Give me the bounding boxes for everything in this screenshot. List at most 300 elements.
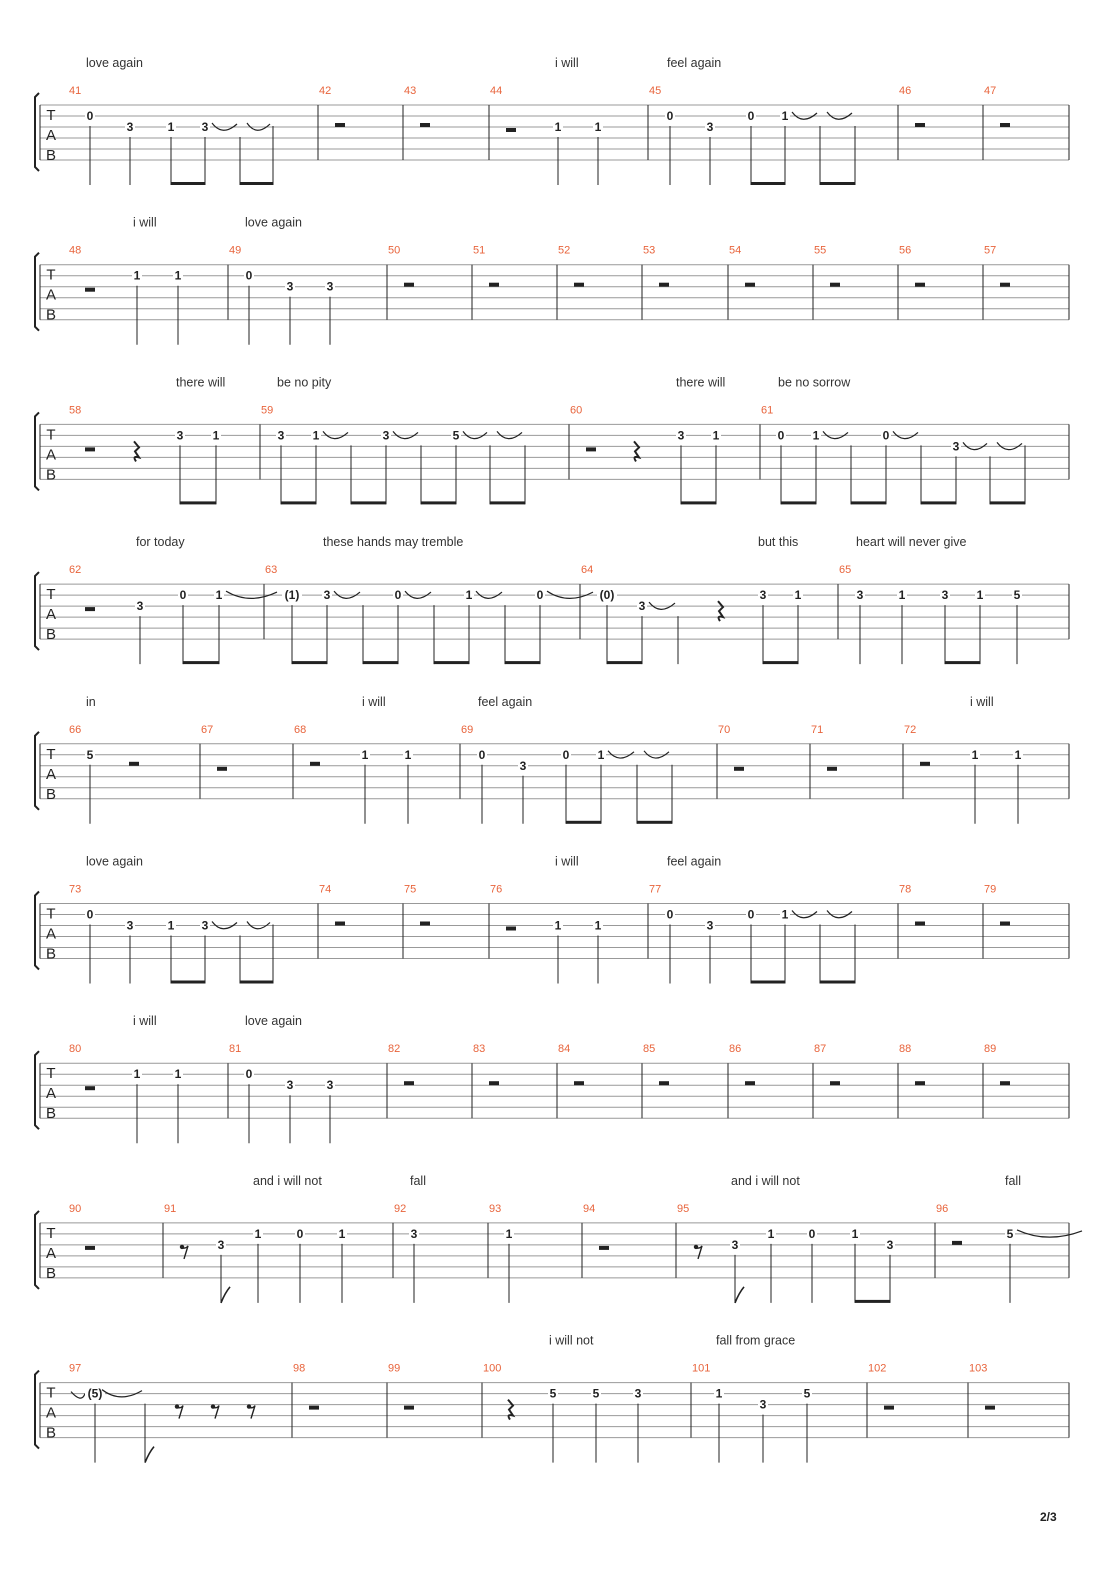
fret-number: 3 xyxy=(326,279,334,294)
measure xyxy=(586,424,760,504)
lyric: fall xyxy=(410,1173,426,1188)
system-bracket xyxy=(35,732,39,810)
fret-number: 0 xyxy=(245,268,253,283)
measure-number: 45 xyxy=(649,85,662,97)
fret-number: 1 xyxy=(1014,747,1022,762)
measure-number: 72 xyxy=(904,723,917,736)
fret-number: 3 xyxy=(277,428,285,443)
fret-number: 0 xyxy=(666,109,674,123)
fret-number: 1 xyxy=(594,918,602,933)
measure xyxy=(310,744,460,824)
measure xyxy=(915,265,983,320)
measure-number: 42 xyxy=(319,85,332,97)
measure xyxy=(404,265,472,320)
tab-system xyxy=(35,375,1069,504)
measure-number: 67 xyxy=(201,723,214,736)
beam xyxy=(945,661,980,664)
measure-number: 55 xyxy=(814,244,827,257)
tab-clef-letter: B xyxy=(45,945,57,963)
measure-number: 71 xyxy=(811,723,824,736)
fret-number: 0 xyxy=(666,907,674,922)
whole-rest xyxy=(85,1086,95,1090)
half-rest xyxy=(574,1081,584,1085)
system-bracket xyxy=(35,572,39,650)
beam xyxy=(171,981,205,984)
beam xyxy=(292,661,327,664)
fret-number: 3 xyxy=(126,918,134,933)
beam xyxy=(240,981,273,984)
fret-number: 1 xyxy=(898,588,906,603)
whole-rest xyxy=(85,607,95,611)
beam xyxy=(781,501,816,504)
beam xyxy=(566,821,601,824)
measure xyxy=(574,265,642,320)
lyric: feel again xyxy=(478,694,533,709)
fret-number: 1 xyxy=(212,428,220,443)
tab-clef-letter: T xyxy=(46,1065,56,1083)
fret-number: 3 xyxy=(286,1078,294,1093)
measure xyxy=(335,904,403,959)
measure xyxy=(659,1063,728,1118)
fret-number: 1 xyxy=(715,1386,723,1401)
lyric: feel again xyxy=(667,56,722,70)
measure xyxy=(404,1383,482,1438)
half-rest xyxy=(915,123,925,127)
half-rest xyxy=(915,922,925,926)
measure-number: 88 xyxy=(899,1043,912,1056)
measure-number: 95 xyxy=(677,1202,690,1215)
measure xyxy=(489,265,557,320)
lyric: i will xyxy=(970,694,994,709)
fret-number: 3 xyxy=(126,120,134,134)
lyric: be no pity xyxy=(277,375,332,390)
measure xyxy=(1000,904,1069,959)
whole-rest xyxy=(734,767,744,771)
measure xyxy=(830,265,898,320)
system-bracket xyxy=(35,93,39,171)
tab-clef-letter: A xyxy=(45,925,57,943)
measure-number: 61 xyxy=(761,404,774,417)
whole-rest xyxy=(586,447,596,451)
beam xyxy=(681,501,716,504)
fret-number: 3 xyxy=(323,588,331,603)
system-bracket xyxy=(35,1051,39,1129)
half-rest xyxy=(830,283,840,287)
fret-number: 1 xyxy=(971,747,979,762)
fret-number: 3 xyxy=(201,918,209,933)
measure-number: 50 xyxy=(388,244,401,257)
whole-rest xyxy=(85,288,95,292)
measure xyxy=(85,1223,163,1278)
half-rest xyxy=(1000,1081,1010,1085)
tab-clef-letter: T xyxy=(46,266,56,284)
fret-number: 5 xyxy=(452,428,460,443)
measure-number: 46 xyxy=(899,85,912,97)
measure-number: 82 xyxy=(388,1043,401,1056)
measure-number: 77 xyxy=(649,883,662,896)
half-rest xyxy=(404,283,414,287)
measure-number: 68 xyxy=(294,723,307,736)
measure xyxy=(244,265,387,345)
measure-number: 93 xyxy=(489,1202,502,1215)
fret-number: 1 xyxy=(404,747,412,762)
lyric: these hands may tremble xyxy=(323,535,464,550)
half-rest xyxy=(745,283,755,287)
fret-number: 3 xyxy=(519,758,527,773)
measure-number: 80 xyxy=(69,1043,82,1056)
measure-number: 75 xyxy=(404,883,417,896)
tab-clef-letter: A xyxy=(45,765,57,783)
whole-rest xyxy=(599,1246,609,1250)
measure xyxy=(506,105,648,185)
measure xyxy=(1000,1063,1069,1118)
fret-number: 0 xyxy=(747,907,755,922)
tab-clef-letter: B xyxy=(45,626,57,644)
measure-number: 74 xyxy=(319,883,332,896)
measure xyxy=(85,265,228,345)
measure-number: 97 xyxy=(69,1362,82,1375)
measure xyxy=(85,1063,228,1143)
fret-number: 1 xyxy=(976,588,984,603)
half-rest xyxy=(129,762,139,766)
fret-number: 0 xyxy=(777,428,785,443)
measure xyxy=(85,105,318,185)
fret-number: 1 xyxy=(167,918,175,933)
measure-number: 69 xyxy=(461,723,474,736)
measure xyxy=(855,584,1069,664)
fret-number: 1 xyxy=(767,1226,775,1241)
measure xyxy=(1000,105,1069,160)
fret-number: (5) xyxy=(87,1386,103,1401)
fret-number: 1 xyxy=(597,747,605,762)
tab-clef-letter: A xyxy=(45,127,57,144)
lyric: love again xyxy=(245,215,302,230)
tab-system xyxy=(35,535,1069,664)
lyric: there will xyxy=(176,375,226,390)
beam xyxy=(183,661,219,664)
fret-number: 1 xyxy=(594,120,602,134)
whole-rest xyxy=(506,128,516,132)
measure xyxy=(985,1383,1069,1438)
measure-number: 43 xyxy=(404,85,417,97)
lyric: i will xyxy=(133,1014,157,1029)
tab-system xyxy=(35,56,1069,185)
measure xyxy=(309,1383,387,1438)
measure-number: 70 xyxy=(718,723,731,736)
tab-clef-letter: B xyxy=(45,306,57,324)
measure-number: 47 xyxy=(984,85,997,97)
fret-number: 3 xyxy=(759,588,767,603)
tab-clef-letter: T xyxy=(46,1384,56,1402)
eighth-rest xyxy=(177,1406,183,1419)
fret-number: 0 xyxy=(394,588,402,603)
whole-rest xyxy=(85,1246,95,1250)
measure xyxy=(776,424,1069,504)
fret-number: 1 xyxy=(174,268,182,283)
measure xyxy=(920,744,1069,824)
measure-number: 101 xyxy=(692,1362,711,1375)
measure-number: 84 xyxy=(558,1043,571,1056)
system-bracket xyxy=(35,412,39,490)
fret-number: 1 xyxy=(465,588,473,603)
beam xyxy=(763,661,798,664)
lyric: but this xyxy=(758,535,799,550)
measure-number: 52 xyxy=(558,244,571,257)
page-number: 2/3 xyxy=(1040,1510,1057,1524)
measure-number: 85 xyxy=(643,1043,656,1056)
measure xyxy=(599,1223,676,1278)
measure xyxy=(1000,265,1069,320)
tab-clef-letter: A xyxy=(45,1085,57,1103)
fret-number: 0 xyxy=(86,109,94,123)
tab-clef-letter: B xyxy=(45,466,57,484)
lyric: love again xyxy=(86,854,143,869)
measure xyxy=(915,1063,983,1118)
tab-clef-letter: B xyxy=(45,1264,57,1282)
half-rest xyxy=(659,283,669,287)
half-rest xyxy=(574,283,584,287)
measure-number: 64 xyxy=(581,564,594,577)
fret-number: 3 xyxy=(286,279,294,294)
beam xyxy=(751,182,785,185)
half-rest xyxy=(420,922,430,926)
system-bracket xyxy=(35,1211,39,1289)
fret-number: 5 xyxy=(549,1386,557,1401)
lyric: heart will never give xyxy=(856,535,967,550)
beam xyxy=(363,661,398,664)
half-rest xyxy=(915,1081,925,1085)
beam xyxy=(351,501,386,504)
lyric: and i will not xyxy=(253,1173,322,1188)
fret-number: 1 xyxy=(167,120,175,134)
half-rest xyxy=(489,1081,499,1085)
tab-clef-letter: A xyxy=(45,606,57,624)
fret-number: 1 xyxy=(781,109,789,123)
beam xyxy=(990,501,1025,504)
lyric: feel again xyxy=(667,854,722,869)
tab-system xyxy=(35,1174,1082,1303)
measure-number: 65 xyxy=(839,564,852,577)
fret-number: 1 xyxy=(254,1226,262,1241)
measure-number: 53 xyxy=(643,244,656,257)
whole-rest xyxy=(85,447,95,451)
system-bracket xyxy=(35,1371,39,1449)
beam xyxy=(171,182,205,185)
half-rest xyxy=(952,1241,962,1245)
lyric: i will xyxy=(133,215,157,230)
fret-number: 3 xyxy=(410,1226,418,1241)
tab-system xyxy=(35,695,1069,824)
lyric: i will xyxy=(555,854,579,869)
beam xyxy=(751,981,785,984)
measure-number: 96 xyxy=(936,1202,949,1215)
measure-number: 99 xyxy=(388,1362,401,1375)
beam xyxy=(421,501,456,504)
measure-number: 49 xyxy=(229,244,242,257)
tab-clef-letter: T xyxy=(46,745,56,763)
fret-number: (1) xyxy=(284,588,300,603)
fret-number: 1 xyxy=(361,747,369,762)
whole-rest xyxy=(217,767,227,771)
lyric: fall xyxy=(1005,1173,1021,1188)
quarter-rest xyxy=(508,1400,513,1420)
fret-number: 3 xyxy=(706,120,714,134)
measure xyxy=(508,1383,691,1463)
fret-number: 1 xyxy=(215,588,223,603)
fret-number: 1 xyxy=(133,268,141,283)
beam xyxy=(240,182,273,185)
measure-number: 79 xyxy=(984,883,997,896)
beam xyxy=(637,821,672,824)
measure-number: 103 xyxy=(969,1362,988,1375)
measure xyxy=(71,1383,292,1463)
fret-number: 5 xyxy=(592,1386,600,1401)
measure-number: 78 xyxy=(899,883,912,896)
fret-number: 1 xyxy=(174,1067,182,1082)
measure xyxy=(85,424,260,504)
eighth-rest xyxy=(182,1246,188,1259)
tab-system xyxy=(35,855,1069,984)
fret-number: 1 xyxy=(781,907,789,922)
half-rest xyxy=(830,1081,840,1085)
fret-number: 1 xyxy=(554,918,562,933)
fret-number: 3 xyxy=(706,918,714,933)
measure-number: 51 xyxy=(473,244,486,257)
measure xyxy=(597,584,838,664)
measure xyxy=(952,1223,1082,1303)
beam xyxy=(820,981,855,984)
beam xyxy=(607,661,642,664)
tab-clef-letter: T xyxy=(46,107,56,124)
tab-system xyxy=(35,1014,1069,1143)
measure-number: 56 xyxy=(899,244,912,257)
fret-number: 1 xyxy=(794,588,802,603)
measure xyxy=(884,1383,968,1438)
measure-number: 76 xyxy=(490,883,503,896)
lyric: i will xyxy=(555,56,579,70)
lyric: in xyxy=(86,694,96,709)
tab-system xyxy=(35,216,1069,345)
fret-number: 3 xyxy=(201,120,209,134)
lyric: i will xyxy=(362,694,386,709)
measure xyxy=(915,904,983,959)
half-rest xyxy=(489,283,499,287)
tab-clef-letter: B xyxy=(45,147,57,164)
measure-number: 63 xyxy=(265,564,278,577)
fret-number: 3 xyxy=(634,1386,642,1401)
fret-number: 3 xyxy=(952,439,960,454)
fret-number: 1 xyxy=(554,120,562,134)
fret-number: 1 xyxy=(851,1226,859,1241)
measure xyxy=(180,1223,393,1303)
measure xyxy=(734,744,810,799)
measure-number: 59 xyxy=(261,404,274,417)
half-rest xyxy=(335,123,345,127)
quarter-rest xyxy=(634,441,639,461)
fret-number: 0 xyxy=(86,907,94,922)
tab-clef-letter: A xyxy=(45,286,57,304)
measure xyxy=(420,105,489,160)
half-rest xyxy=(404,1081,414,1085)
fret-number: 3 xyxy=(382,428,390,443)
measure xyxy=(714,1383,867,1463)
eighth-flag xyxy=(221,1287,230,1303)
measure-number: 54 xyxy=(729,244,742,257)
tab-clef-letter: A xyxy=(45,1404,57,1422)
measure xyxy=(574,1063,642,1118)
measure-number: 81 xyxy=(229,1043,242,1056)
measure-number: 98 xyxy=(293,1362,306,1375)
beam xyxy=(921,501,956,504)
fret-number: 5 xyxy=(86,747,94,762)
eighth-flag xyxy=(735,1287,744,1303)
fret-number: 3 xyxy=(217,1237,225,1252)
whole-rest xyxy=(827,767,837,771)
beam xyxy=(180,501,216,504)
measure-number: 83 xyxy=(473,1043,486,1056)
measure-number: 60 xyxy=(570,404,583,417)
measure xyxy=(420,904,489,959)
lyric: be no sorrow xyxy=(778,375,851,390)
fret-number: 5 xyxy=(803,1386,811,1401)
measure-number: 73 xyxy=(69,883,82,896)
fret-number: 1 xyxy=(312,428,320,443)
measure-number: 41 xyxy=(69,85,82,97)
whole-rest xyxy=(985,1406,995,1410)
half-rest xyxy=(335,922,345,926)
fret-number: 1 xyxy=(338,1226,346,1241)
fret-number: 3 xyxy=(176,428,184,443)
tab-clef-letter: A xyxy=(45,446,57,464)
half-rest xyxy=(1000,123,1010,127)
measure xyxy=(745,1063,813,1118)
fret-number: 1 xyxy=(812,428,820,443)
measure xyxy=(745,265,813,320)
measure xyxy=(244,1063,387,1143)
fret-number: 1 xyxy=(133,1067,141,1082)
measure xyxy=(830,1063,898,1118)
whole-rest xyxy=(404,1406,414,1410)
quarter-rest xyxy=(718,601,723,621)
measure xyxy=(659,265,728,320)
measure xyxy=(404,1063,472,1118)
fret-number: 3 xyxy=(886,1237,894,1252)
measure-number: 44 xyxy=(490,85,503,97)
measure xyxy=(85,904,318,984)
fret-number: 0 xyxy=(296,1226,304,1241)
fret-number: 3 xyxy=(136,599,144,614)
beam xyxy=(851,501,886,504)
beam xyxy=(490,501,525,504)
measure-number: 48 xyxy=(69,244,82,257)
tab-clef-letter: A xyxy=(45,1244,57,1262)
measure xyxy=(489,1063,557,1118)
fret-number: 3 xyxy=(941,588,949,603)
quarter-rest xyxy=(134,441,139,461)
beam xyxy=(855,1300,890,1303)
half-rest xyxy=(420,123,430,127)
lyric: love again xyxy=(86,56,143,70)
beam xyxy=(434,661,469,664)
fret-number: 3 xyxy=(856,588,864,603)
measure xyxy=(335,105,403,160)
fret-number: 0 xyxy=(562,747,570,762)
measure-number: 100 xyxy=(483,1362,502,1375)
system-bracket xyxy=(35,892,39,970)
eighth-flag xyxy=(145,1447,154,1463)
measure xyxy=(409,1223,488,1303)
lyric: there will xyxy=(676,375,726,390)
